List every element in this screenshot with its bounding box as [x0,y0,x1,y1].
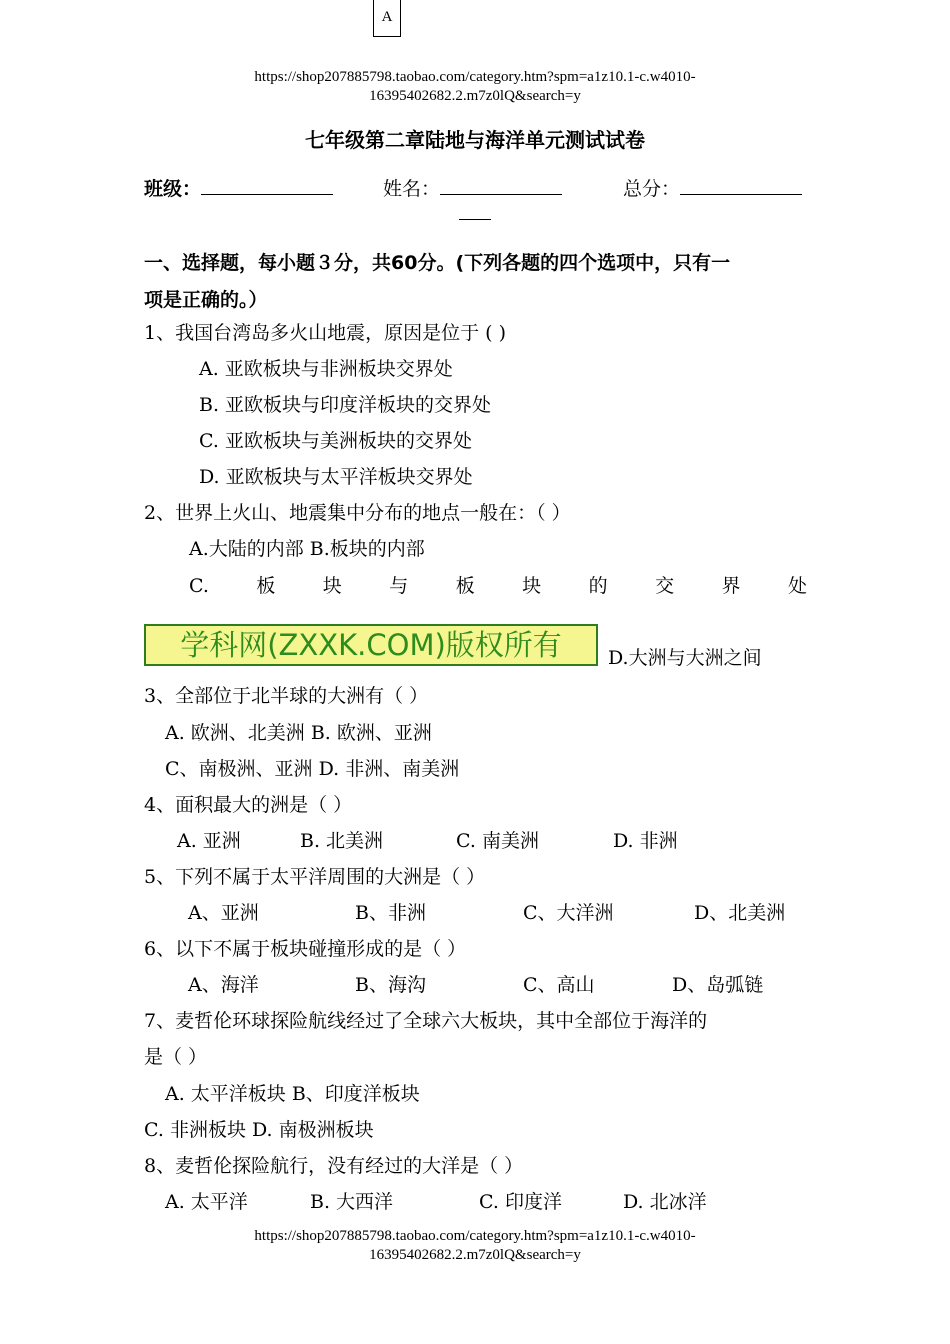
q8-stem: 8、麦哲伦探险航行，没有经过的大洋是（ ） [144,1155,524,1177]
page-title: 七年级第二章陆地与海洋单元测试试卷 [305,128,645,152]
q4-option-d: D. 非洲 [613,830,678,852]
q5-stem: 5、下列不属于太平洋周围的大洲是（ ） [144,866,486,888]
footer-url-line2: 16395402682.2.m7z0lQ&search=y [369,1247,581,1263]
q7-options-cd: C. 非洲板块 D. 南极洲板块 [144,1119,374,1141]
name-field [383,174,562,201]
q8-option-a: A. 太平洋 [165,1191,248,1213]
q2-option-c-char: 块 [522,575,542,597]
q6-option-a: A、海洋 [188,974,259,996]
q2-option-c-char: 处 [787,575,807,597]
q6-option-d: D、岛弧链 [672,974,764,996]
section1-heading-line1: 一、选择题，每小题３分，共60分。(下列各题的四个选项中，只有一 [144,252,731,274]
class-field [144,174,333,201]
score-label: 总分： [623,178,681,200]
q6-option-c: C、高山 [523,974,595,996]
q2-option-c-char: C. [189,575,209,597]
q6-stem: 6、以下不属于板块碰撞形成的是（ ） [144,938,467,960]
q3-options-ab: A. 欧洲、北美洲 B. 欧洲、亚洲 [165,722,432,744]
q4-stem: 4、面积最大的洲是（ ） [144,794,353,816]
q2-option-c-char: 板 [256,575,276,597]
q2-option-c-char: 与 [389,575,409,597]
footer-url-line1: https://shop207885798.taobao.com/category.htm?spm=a1z10.1-c.w4010- [254,1228,696,1244]
q2-option-c-char: 块 [322,575,342,597]
q4-option-b: B. 北美洲 [300,830,384,852]
q5-option-c: C、大洋洲 [523,902,614,924]
class-label: 班级： [144,178,202,200]
score-field [623,174,802,201]
q4-option-c: C. 南美洲 [456,830,539,852]
q2-option-c-char: 的 [588,575,608,597]
score-blank [680,174,802,195]
class-blank [201,174,333,195]
q2-option-d: D.大洲与大洲之间 [608,647,762,669]
q3-stem: 3、全部位于北半球的大洲有（ ） [144,685,429,707]
q4-option-a: A. 亚洲 [177,830,241,852]
q2-option-c [189,574,807,598]
q1-option-d: D. 亚欧板块与太平洋板块交界处 [199,466,473,488]
q7-stem-line1: 7、麦哲伦环球探险航线经过了全球六大板块，其中全部位于海洋的 [144,1010,708,1032]
score-blank-continuation [459,219,491,220]
watermark-banner: 学科网(ZXXK.COM)版权所有 [144,624,598,666]
q1-option-b: B. 亚欧板块与印度洋板块的交界处 [199,394,492,416]
q8-option-d: D. 北冰洋 [623,1191,707,1213]
q5-option-b: B、非洲 [355,902,426,924]
q3-options-cd: C、南极洲、亚洲 D. 非洲、南美洲 [165,758,460,780]
q2-option-c-char: 板 [455,575,475,597]
name-label: 姓名： [383,178,441,200]
q7-stem-line2: 是（ ） [144,1046,208,1068]
section1-heading-line2: 项是正确的。） [144,289,268,311]
q5-option-d: D、北美洲 [694,902,786,924]
q2-stem: 2、世界上火山、地震集中分布的地点一般在：（ ） [144,502,571,524]
q5-option-a: A、亚洲 [188,902,259,924]
header-url-line2: 16395402682.2.m7z0lQ&search=y [369,88,581,104]
q2-option-c-char: 交 [655,575,675,597]
q1-option-a: A. 亚欧板块与非洲板块交界处 [199,358,453,380]
header-url-line1: https://shop207885798.taobao.com/category.htm?spm=a1z10.1-c.w4010- [254,69,696,85]
q2-option-c-char: 界 [721,575,741,597]
q1-option-c: C. 亚欧板块与美洲板块的交界处 [199,430,472,452]
q2-options-ab: A.大陆的内部 B.板块的内部 [189,538,425,560]
q6-option-b: B、海沟 [355,974,426,996]
name-blank [440,174,562,195]
q8-option-c: C. 印度洋 [479,1191,562,1213]
q7-options-ab: A. 太平洋板块 B、印度洋板块 [165,1083,420,1105]
q1-stem: 1、我国台湾岛多火山地震，原因是位于 ( ) [144,322,506,344]
corner-label-box: A [373,0,401,37]
q8-option-b: B. 大西洋 [310,1191,394,1213]
